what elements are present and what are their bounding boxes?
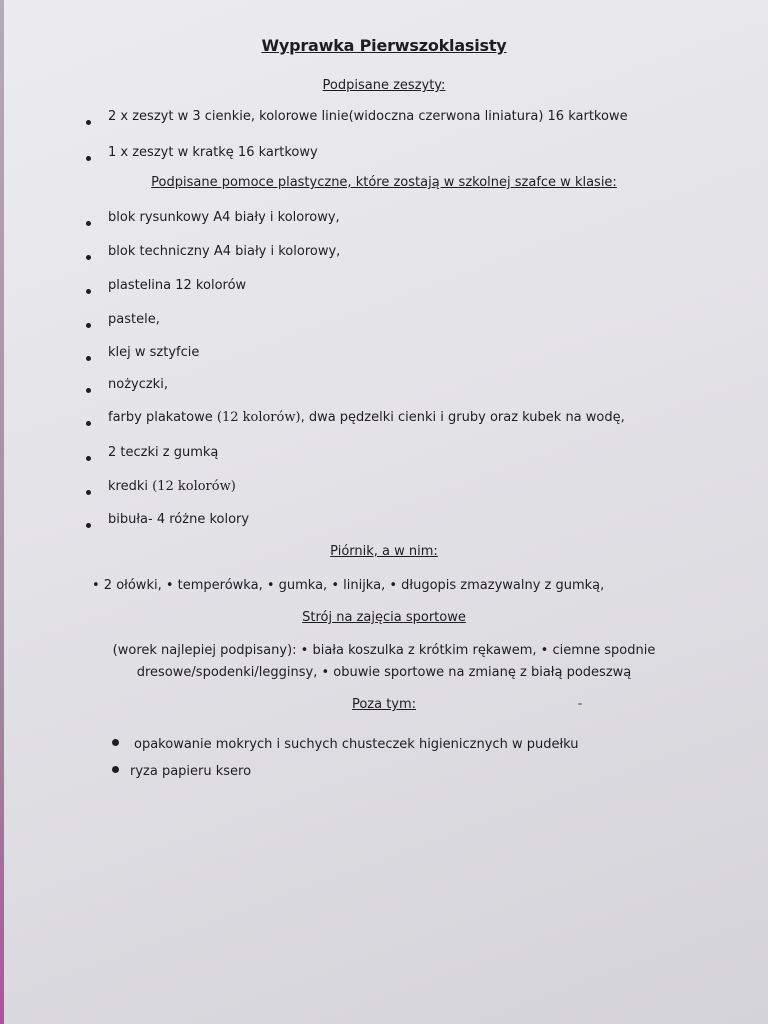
- list-item: klej w sztyfcie: [108, 345, 200, 360]
- list-item: nożyczki,: [108, 377, 168, 392]
- crayons-color-count: (12 kolorów): [152, 479, 236, 494]
- list-item: blok rysunkowy A4 biały i kolorowy,: [108, 210, 340, 225]
- list-item: opakowanie mokrych i suchych chusteczek higienicznych w pudełku: [134, 737, 579, 752]
- bullet: [86, 421, 91, 426]
- bullet: [86, 120, 91, 125]
- sports-outfit-line-1: (worek najlepiej podpisany): • biała koszulka z krótkim rękawem, • ciemne spodnie: [112, 643, 656, 658]
- list-item: 2 teczki z gumką: [108, 445, 219, 460]
- list-item: bibuła- 4 różne kolory: [108, 512, 250, 527]
- paints-text-start: farby plakatowe: [108, 410, 217, 425]
- list-item-crayons: [108, 479, 236, 495]
- list-item-paints: [108, 410, 625, 426]
- list-item: ryza papieru ksero: [130, 764, 252, 779]
- bullet: [86, 156, 91, 161]
- bullet: [86, 388, 91, 393]
- sports-outfit-line-2: dresowe/spodenki/legginsy, • obuwie sportowe na zmianę z białą podeszwą: [136, 665, 632, 680]
- bullet: [112, 739, 119, 746]
- bullet: [86, 323, 91, 328]
- bullet: [112, 766, 119, 773]
- bullet: [86, 490, 91, 495]
- page-edge: [0, 0, 4, 1024]
- document-title: Wyprawka Pierwszoklasisty: [261, 36, 507, 55]
- crayons-text: kredki: [108, 479, 153, 494]
- heading-notebooks: Podpisane zeszyty:: [322, 78, 446, 93]
- paints-color-count: (12 kolorów): [216, 410, 301, 425]
- list-item: 1 x zeszyt w kratkę 16 kartkowy: [108, 145, 318, 160]
- heading-pencil-case: Piórnik, a w nim:: [330, 544, 438, 559]
- list-item: plastelina 12 kolorów: [108, 278, 247, 293]
- bullet: [86, 255, 91, 260]
- bullet: [86, 289, 91, 294]
- bullet: [86, 221, 91, 226]
- heading-art-supplies: Podpisane pomoce plastyczne, które zostają w szkolnej szafce w klasie:: [151, 175, 617, 190]
- paints-text-end: , dwa pędzelki cienki i gruby oraz kubek na wodę,: [300, 410, 625, 425]
- pencil-case-contents: • 2 ołówki, • temperówka, • gumka, • linijka, • długopis zmazywalny z gumką,: [92, 578, 605, 593]
- list-item: blok techniczny A4 biały i kolorowy,: [108, 244, 341, 259]
- heading-other: Poza tym:: [351, 697, 417, 712]
- list-item: pastele,: [108, 312, 160, 327]
- heading-sports-outfit: Strój na zajęcia sportowe: [302, 610, 466, 625]
- bullet: [86, 456, 91, 461]
- bullet: [86, 523, 91, 528]
- list-item: 2 x zeszyt w 3 cienkie, kolorowe linie(widoczna czerwona liniatura) 16 kartkowe: [108, 109, 628, 124]
- bullet: [86, 356, 91, 361]
